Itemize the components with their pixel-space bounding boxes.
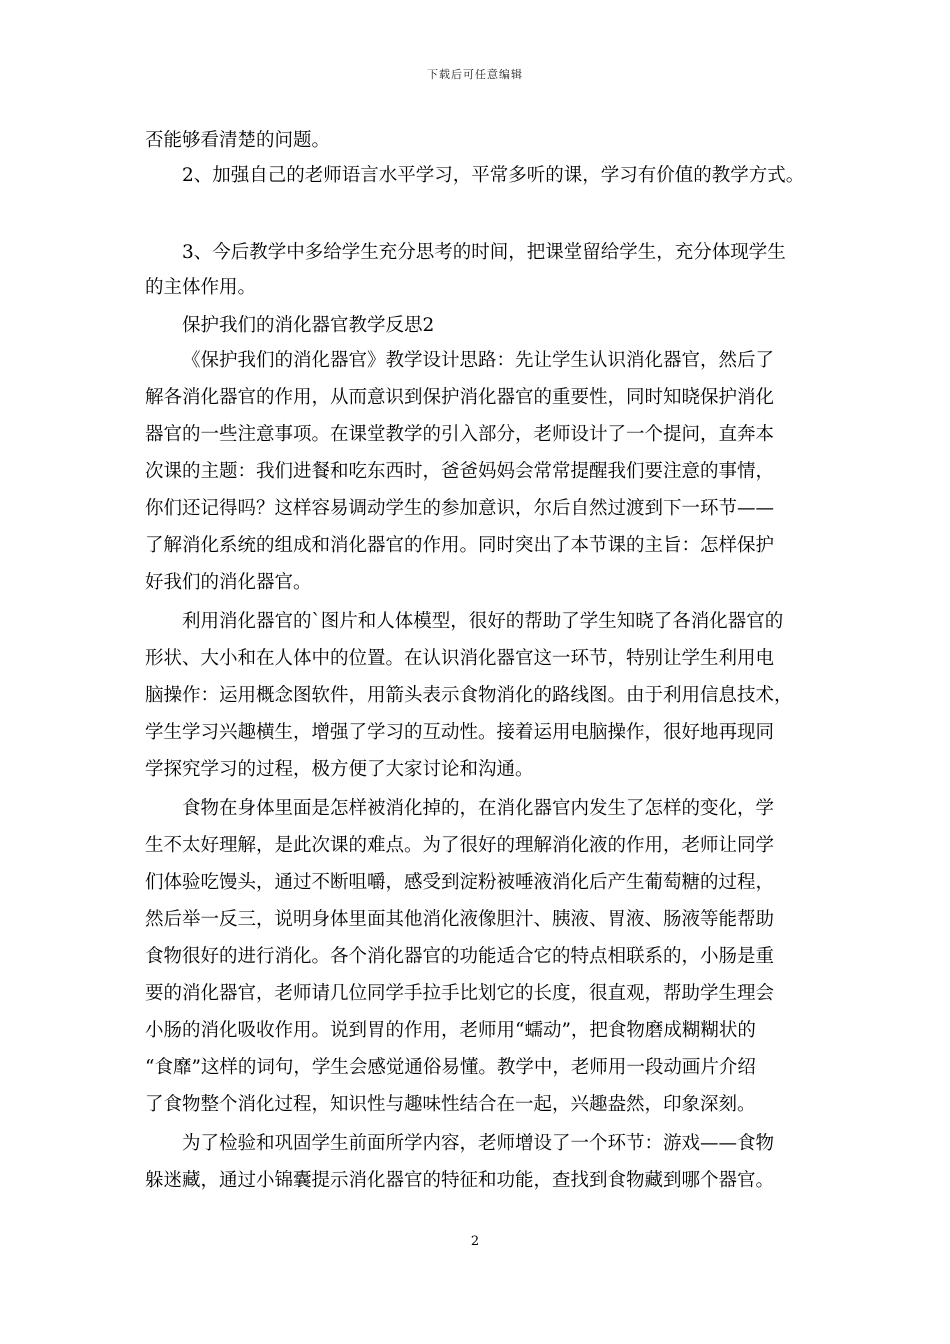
body-line: 食物在身体里面是怎样被消化掉的，在消化器官内发生了怎样的变化，学 — [182, 798, 775, 819]
body-line: 生不太好理解，是此次课的难点。为了很好的理解消化液的作用，老师让同学 — [145, 835, 775, 856]
body-line: 次课的主题：我们进餐和吃东西时，爸爸妈妈会常常提醒我们要注意的事情， — [145, 461, 775, 482]
body-line: 小肠的消化吸收作用。说到胃的作用，老师用“蠕动”，把食物磨成糊糊状的 — [145, 1020, 756, 1041]
body-line: “食靡”这样的词句，学生会感觉通俗易懂。教学中，老师用一段动画片介绍 — [145, 1057, 756, 1078]
body-line: 《保护我们的消化器官》教学设计思路：先让学生认识消化器官，然后了 — [182, 350, 775, 371]
body-line: 为了检验和巩固学生前面所学内容，老师增设了一个环节：游戏——食物 — [182, 1133, 775, 1154]
body-line: 学生学习兴趣横生，增强了学习的互动性。接着运用电脑操作，很好地再现同 — [145, 722, 775, 743]
body-line: 你们还记得吗？这样容易调动学生的参加意识，尔后自然过渡到下一环节—— — [145, 498, 775, 519]
section-heading: 保护我们的消化器官教学反思2 — [182, 315, 435, 336]
body-line: 食物很好的进行消化。各个消化器官的功能适合它的特点相联系的，小肠是重 — [145, 946, 775, 967]
body-line: 利用消化器官的`图片和人体模型，很好的帮助了学生知晓了各消化器官的 — [182, 611, 784, 632]
body-line: 好我们的消化器官。 — [145, 572, 312, 593]
body-line: 们体验吃馒头，通过不断咀嚼，感受到淀粉被唾液消化后产生葡萄糖的过程， — [145, 872, 775, 893]
body-line: 3、今后教学中多给学生充分思考的时间，把课堂留给学生，充分体现学生 — [182, 242, 786, 263]
body-line: 脑操作：运用概念图软件，用箭头表示食物消化的路线图。由于利用信息技术， — [145, 685, 793, 706]
body-line: 解各消化器官的作用，从而意识到保护消化器官的重要性，同时知晓保护消化 — [145, 387, 775, 408]
body-line: 了食物整个消化过程，知识性与趣味性结合在一起，兴趣盎然，印象深刻。 — [145, 1094, 756, 1115]
body-line: 的主体作用。 — [145, 277, 257, 298]
body-line: 然后举一反三，说明身体里面其他消化液像胆汁、胰液、胃液、肠液等能帮助 — [145, 909, 775, 930]
body-line: 形状、大小和在人体中的位置。在认识消化器官这一环节，特别让学生利用电 — [145, 648, 775, 669]
body-line: 2、加强自己的老师语言水平学习，平常多听的课，学习有价值的教学方式。 — [182, 165, 805, 186]
body-line: 要的消化器官，老师请几位同学手拉手比划它的长度，很直观，帮助学生理会 — [145, 983, 775, 1004]
body-line: 器官的一些注意事项。在课堂教学的引入部分，老师设计了一个提问，直奔本 — [145, 424, 775, 445]
page-header: 下载后可任意编辑 — [427, 68, 523, 81]
body-line: 了解消化系统的组成和消化器官的作用。同时突出了本节课的主旨：怎样保护 — [145, 535, 775, 556]
body-line: 学探究学习的过程，极方便了大家讨论和沟通。 — [145, 759, 534, 780]
body-line: 躲迷藏，通过小锦囊提示消化器官的特征和功能，查找到食物藏到哪个器官。 — [145, 1170, 775, 1191]
page-number: 2 — [470, 1234, 480, 1249]
body-line: 否能够看清楚的问题。 — [145, 130, 331, 151]
